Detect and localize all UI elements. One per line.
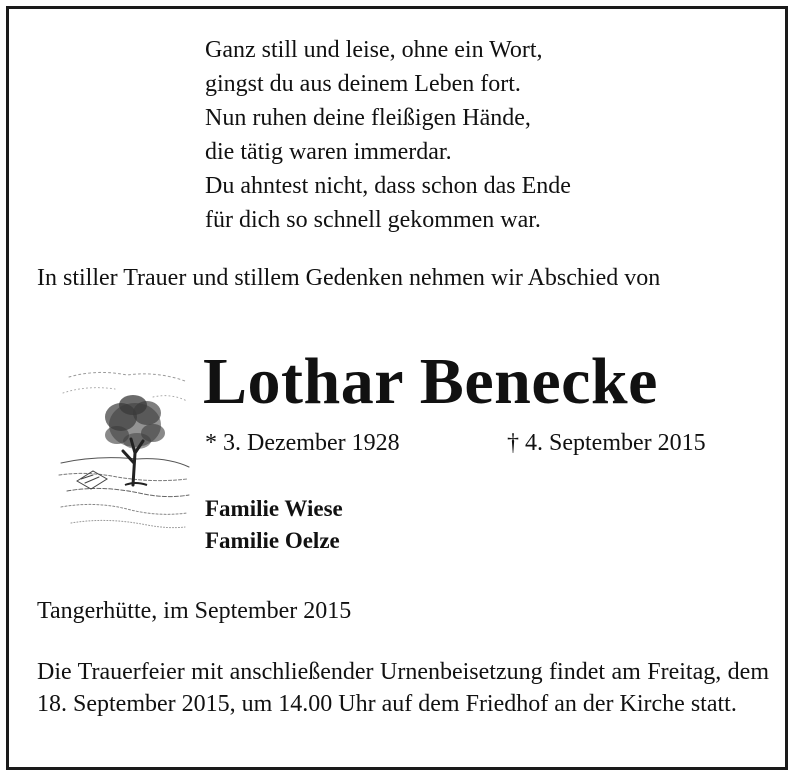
poem-line: die tätig waren immerdar. — [205, 139, 452, 165]
poem-line: Du ahntest nicht, dass schon das Ende — [205, 173, 571, 199]
life-dates — [205, 427, 706, 459]
poem-line: Ganz still und leise, ohne ein Wort, — [205, 37, 543, 63]
family-name: Familie Oelze — [205, 528, 340, 553]
birth-date: * 3. Dezember 1928 — [205, 430, 400, 456]
death-date: † 4. September 2015 — [507, 430, 706, 456]
farewell-intro: In stiller Trauer und stillem Gedenken nehmen wir Abschied von — [37, 265, 661, 291]
obituary-notice — [6, 6, 788, 770]
poem — [205, 33, 571, 237]
family-name: Familie Wiese — [205, 496, 343, 521]
poem-line: gingst du aus deinem Leben fort. — [205, 71, 521, 97]
place-and-date: Tangerhütte, im September 2015 — [37, 598, 352, 624]
poem-line: Nun ruhen deine fleißigen Hände, — [205, 105, 531, 131]
deceased-name: Lothar Benecke — [203, 345, 658, 418]
mourners — [205, 493, 343, 557]
tree-landscape-icon — [57, 367, 191, 533]
poem-line: für dich so schnell gekommen war. — [205, 207, 541, 233]
ceremony-info: Die Trauerfeier mit anschließender Urnenbeisetzung findet am Freitag, dem 18. September 2015, um 14.00 Uhr auf dem Friedhof an der Kirche statt. — [37, 659, 769, 717]
